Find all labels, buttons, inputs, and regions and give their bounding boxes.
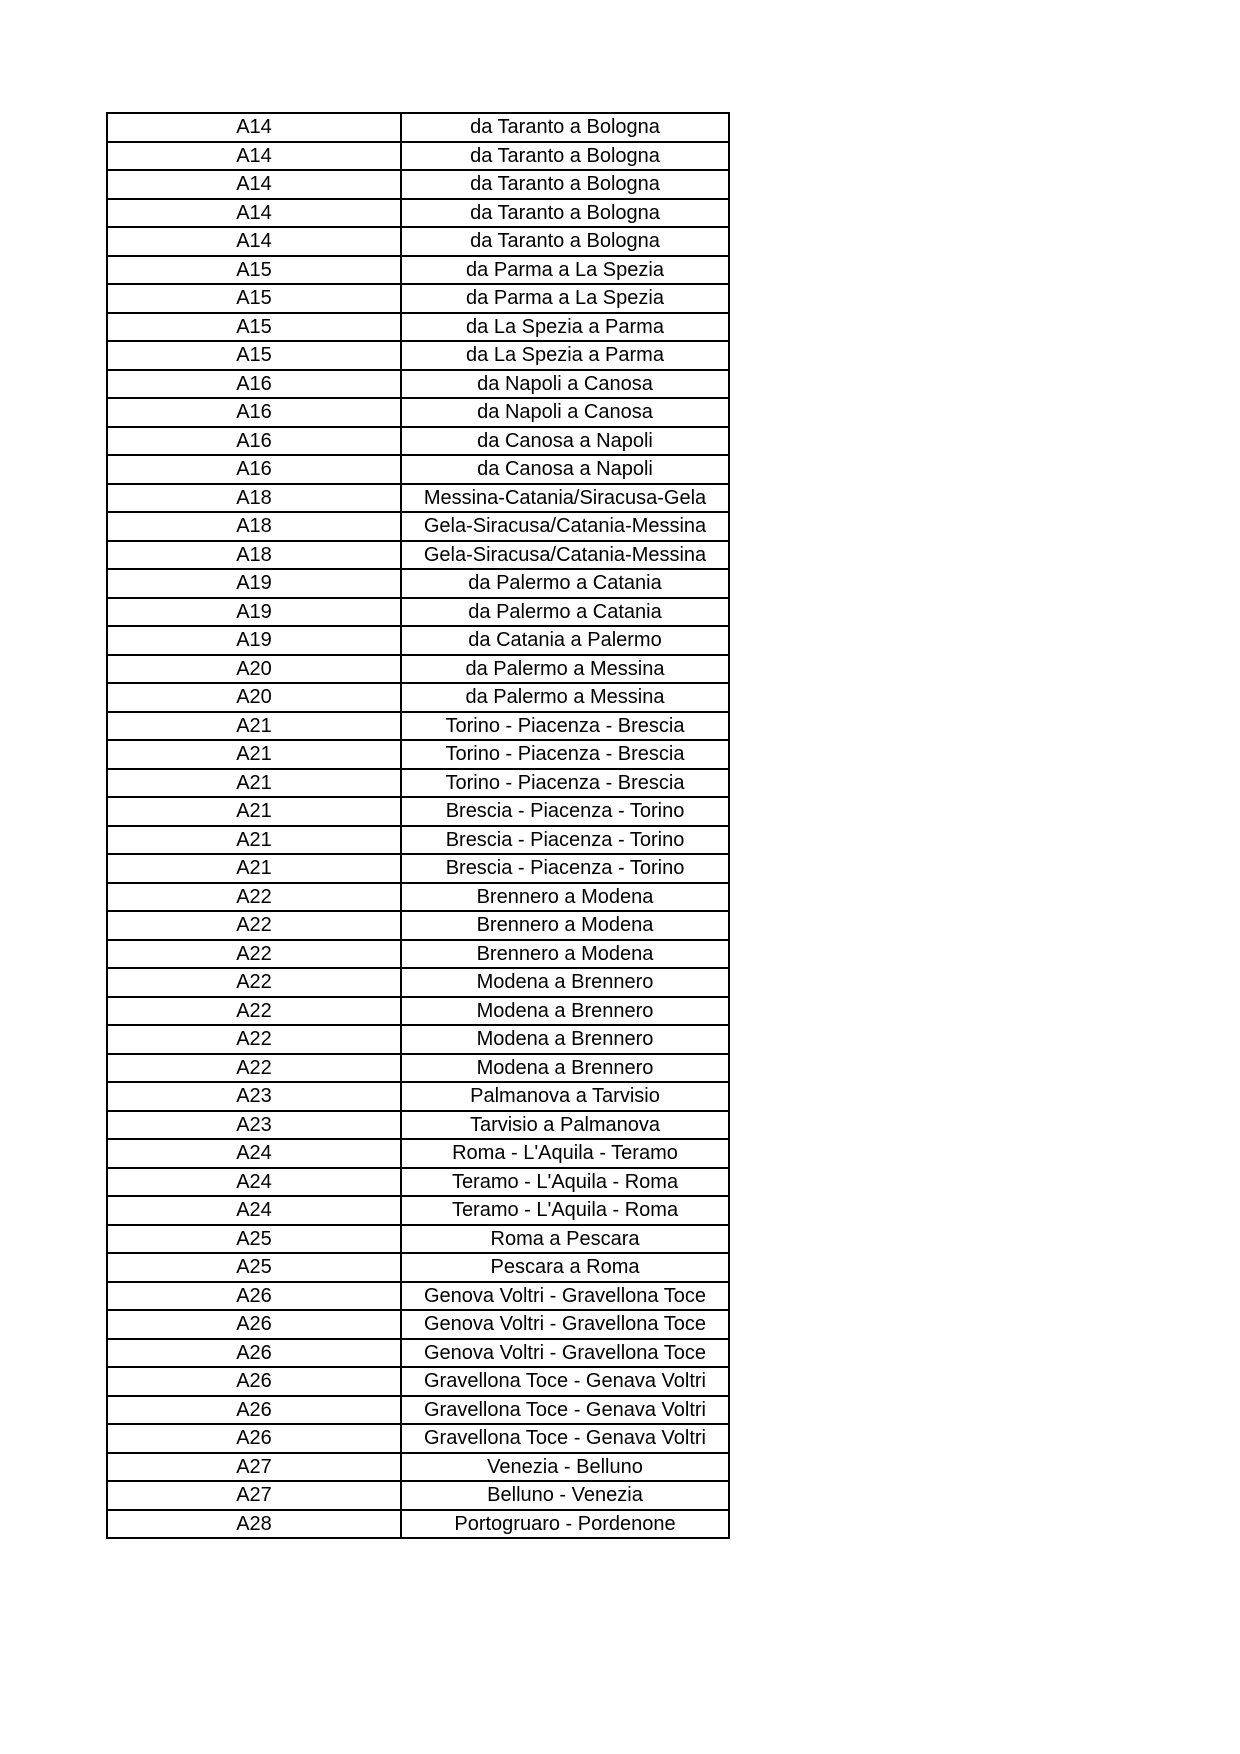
table-row: [107, 1481, 729, 1510]
table-row: [107, 113, 729, 142]
route-direction-cell: Brennero a Modena: [401, 883, 729, 912]
table-row: [107, 826, 729, 855]
motorway-code-cell: A24: [107, 1139, 401, 1168]
motorway-code-cell: A19: [107, 569, 401, 598]
table-row: [107, 740, 729, 769]
route-direction-cell: Gela-Siracusa/Catania-Messina: [401, 541, 729, 570]
route-direction-cell: Modena a Brennero: [401, 968, 729, 997]
table-row: [107, 541, 729, 570]
table-row: [107, 427, 729, 456]
table-row: [107, 256, 729, 285]
table-row: [107, 227, 729, 256]
route-direction-cell: da Taranto a Bologna: [401, 227, 729, 256]
motorway-code-cell: A21: [107, 740, 401, 769]
motorway-code-cell: A21: [107, 854, 401, 883]
table-row: [107, 1225, 729, 1254]
route-direction-cell: Roma a Pescara: [401, 1225, 729, 1254]
motorway-code-cell: A26: [107, 1339, 401, 1368]
motorway-code-cell: A15: [107, 284, 401, 313]
table-row: [107, 1282, 729, 1311]
table-row: [107, 1139, 729, 1168]
route-direction-cell: da Taranto a Bologna: [401, 199, 729, 228]
route-direction-cell: da Napoli a Canosa: [401, 398, 729, 427]
table-row: [107, 484, 729, 513]
motorway-code-cell: A26: [107, 1424, 401, 1453]
motorway-code-cell: A21: [107, 712, 401, 741]
route-direction-cell: Tarvisio a Palmanova: [401, 1111, 729, 1140]
route-direction-cell: Venezia - Belluno: [401, 1453, 729, 1482]
motorway-code-cell: A20: [107, 683, 401, 712]
table-row: [107, 655, 729, 684]
table-row: [107, 199, 729, 228]
table-row: [107, 712, 729, 741]
route-direction-cell: da La Spezia a Parma: [401, 313, 729, 342]
route-direction-cell: Gravellona Toce - Genava Voltri: [401, 1424, 729, 1453]
table-row: [107, 1025, 729, 1054]
motorway-code-cell: A27: [107, 1453, 401, 1482]
motorway-code-cell: A23: [107, 1111, 401, 1140]
motorway-code-cell: A16: [107, 455, 401, 484]
motorway-code-cell: A14: [107, 113, 401, 142]
motorway-code-cell: A23: [107, 1082, 401, 1111]
table-row: [107, 797, 729, 826]
route-direction-cell: da Canosa a Napoli: [401, 455, 729, 484]
route-direction-cell: da Palermo a Messina: [401, 683, 729, 712]
table-row: [107, 626, 729, 655]
motorway-code-cell: A27: [107, 1481, 401, 1510]
motorway-code-cell: A26: [107, 1396, 401, 1425]
motorway-code-cell: A22: [107, 940, 401, 969]
route-direction-cell: Teramo - L'Aquila - Roma: [401, 1168, 729, 1197]
table-row: [107, 883, 729, 912]
motorway-code-cell: A18: [107, 512, 401, 541]
route-direction-cell: da Palermo a Catania: [401, 569, 729, 598]
motorway-code-cell: A24: [107, 1168, 401, 1197]
route-direction-cell: Roma - L'Aquila - Teramo: [401, 1139, 729, 1168]
motorway-code-cell: A15: [107, 256, 401, 285]
route-direction-cell: Gravellona Toce - Genava Voltri: [401, 1396, 729, 1425]
motorway-code-cell: A28: [107, 1510, 401, 1539]
motorway-code-cell: A22: [107, 883, 401, 912]
route-direction-cell: Modena a Brennero: [401, 1025, 729, 1054]
motorway-code-cell: A18: [107, 484, 401, 513]
table-row: [107, 370, 729, 399]
table-row: [107, 1424, 729, 1453]
route-direction-cell: Brescia - Piacenza - Torino: [401, 854, 729, 883]
table-row: [107, 512, 729, 541]
table-row: [107, 1253, 729, 1282]
table-row: [107, 170, 729, 199]
table-row: [107, 284, 729, 313]
document-page: [106, 112, 728, 1539]
table-row: [107, 569, 729, 598]
route-direction-cell: Torino - Piacenza - Brescia: [401, 769, 729, 798]
motorway-code-cell: A21: [107, 769, 401, 798]
route-direction-cell: Torino - Piacenza - Brescia: [401, 712, 729, 741]
motorway-code-cell: A22: [107, 911, 401, 940]
motorway-code-cell: A25: [107, 1253, 401, 1282]
table-row: [107, 341, 729, 370]
route-direction-cell: da Taranto a Bologna: [401, 113, 729, 142]
route-direction-cell: da La Spezia a Parma: [401, 341, 729, 370]
route-direction-cell: da Taranto a Bologna: [401, 142, 729, 171]
route-direction-cell: Teramo - L'Aquila - Roma: [401, 1196, 729, 1225]
table-row: [107, 940, 729, 969]
motorway-code-cell: A18: [107, 541, 401, 570]
motorway-code-cell: A26: [107, 1310, 401, 1339]
route-direction-cell: Gravellona Toce - Genava Voltri: [401, 1367, 729, 1396]
table-row: [107, 683, 729, 712]
route-direction-cell: Gela-Siracusa/Catania-Messina: [401, 512, 729, 541]
motorway-code-cell: A19: [107, 598, 401, 627]
table-row: [107, 1196, 729, 1225]
route-direction-cell: da Napoli a Canosa: [401, 370, 729, 399]
route-direction-cell: da Taranto a Bologna: [401, 170, 729, 199]
motorway-code-cell: A22: [107, 1025, 401, 1054]
table-row: [107, 1054, 729, 1083]
table-row: [107, 911, 729, 940]
route-direction-cell: da Canosa a Napoli: [401, 427, 729, 456]
table-row: [107, 1339, 729, 1368]
route-direction-cell: da Catania a Palermo: [401, 626, 729, 655]
table-row: [107, 968, 729, 997]
table-row: [107, 598, 729, 627]
motorway-code-cell: A16: [107, 398, 401, 427]
route-direction-cell: da Parma a La Spezia: [401, 284, 729, 313]
route-direction-cell: da Parma a La Spezia: [401, 256, 729, 285]
route-direction-cell: Brennero a Modena: [401, 940, 729, 969]
table-row: [107, 854, 729, 883]
route-direction-cell: Torino - Piacenza - Brescia: [401, 740, 729, 769]
motorway-code-cell: A14: [107, 227, 401, 256]
motorway-code-cell: A19: [107, 626, 401, 655]
route-direction-cell: da Palermo a Catania: [401, 598, 729, 627]
table-row: [107, 1396, 729, 1425]
table-row: [107, 1510, 729, 1539]
table-row: [107, 997, 729, 1026]
table-row: [107, 1111, 729, 1140]
route-direction-cell: Brescia - Piacenza - Torino: [401, 797, 729, 826]
motorway-code-cell: A22: [107, 1054, 401, 1083]
motorway-code-cell: A14: [107, 199, 401, 228]
table-row: [107, 1168, 729, 1197]
table-row: [107, 1367, 729, 1396]
route-direction-cell: Modena a Brennero: [401, 1054, 729, 1083]
motorway-code-cell: A21: [107, 826, 401, 855]
table-row: [107, 313, 729, 342]
table-row: [107, 455, 729, 484]
table-row: [107, 398, 729, 427]
route-direction-cell: Brennero a Modena: [401, 911, 729, 940]
motorway-code-cell: A25: [107, 1225, 401, 1254]
route-direction-cell: Brescia - Piacenza - Torino: [401, 826, 729, 855]
table-row: [107, 142, 729, 171]
route-direction-cell: Genova Voltri - Gravellona Toce: [401, 1339, 729, 1368]
motorway-code-cell: A26: [107, 1367, 401, 1396]
route-direction-cell: Genova Voltri - Gravellona Toce: [401, 1310, 729, 1339]
route-direction-cell: Portogruaro - Pordenone: [401, 1510, 729, 1539]
motorway-code-cell: A15: [107, 313, 401, 342]
motorway-routes-table: [106, 112, 730, 1539]
motorway-code-cell: A15: [107, 341, 401, 370]
motorway-code-cell: A20: [107, 655, 401, 684]
table-row: [107, 1082, 729, 1111]
motorway-code-cell: A21: [107, 797, 401, 826]
table-row: [107, 1310, 729, 1339]
motorway-code-cell: A26: [107, 1282, 401, 1311]
route-direction-cell: da Palermo a Messina: [401, 655, 729, 684]
motorway-code-cell: A14: [107, 170, 401, 199]
motorway-code-cell: A22: [107, 968, 401, 997]
motorway-code-cell: A22: [107, 997, 401, 1026]
route-direction-cell: Genova Voltri - Gravellona Toce: [401, 1282, 729, 1311]
route-direction-cell: Modena a Brennero: [401, 997, 729, 1026]
route-direction-cell: Pescara a Roma: [401, 1253, 729, 1282]
motorway-code-cell: A14: [107, 142, 401, 171]
table-body: [107, 113, 729, 1538]
route-direction-cell: Palmanova a Tarvisio: [401, 1082, 729, 1111]
motorway-code-cell: A24: [107, 1196, 401, 1225]
motorway-code-cell: A16: [107, 370, 401, 399]
route-direction-cell: Messina-Catania/Siracusa-Gela: [401, 484, 729, 513]
route-direction-cell: Belluno - Venezia: [401, 1481, 729, 1510]
motorway-code-cell: A16: [107, 427, 401, 456]
table-row: [107, 769, 729, 798]
table-row: [107, 1453, 729, 1482]
